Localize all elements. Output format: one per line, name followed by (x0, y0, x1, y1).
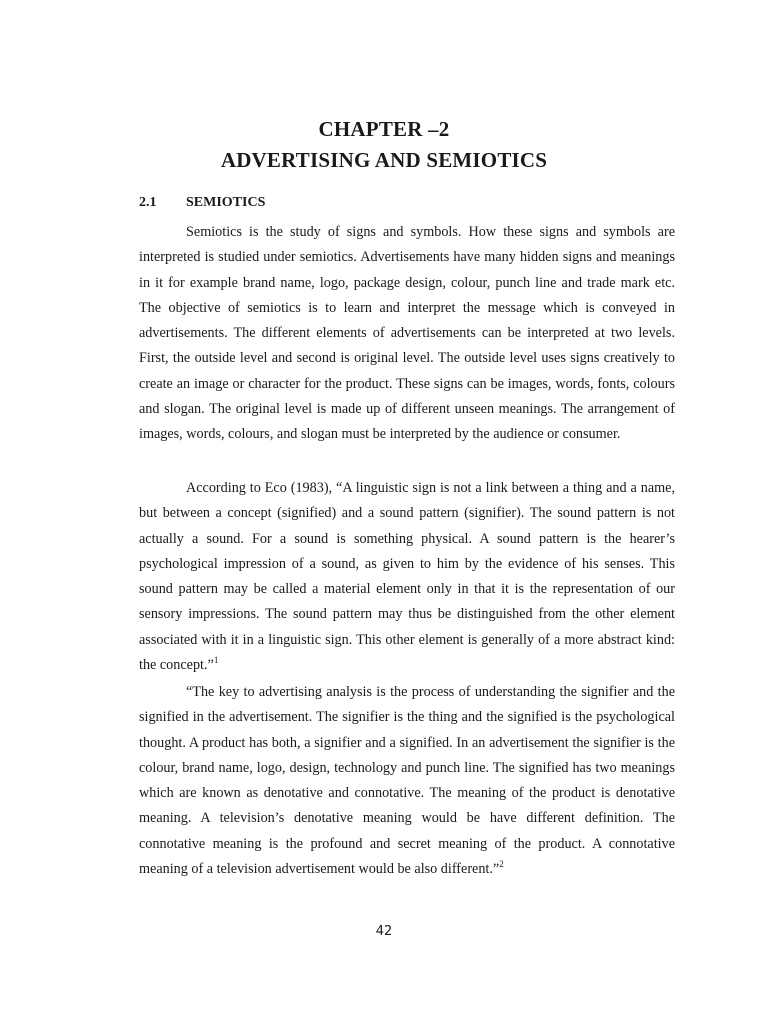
paragraph (139, 680, 675, 882)
paragraph (139, 220, 675, 448)
chapter-title: ADVERTISING AND SEMIOTICS (220, 148, 548, 172)
paragraph-text: “The key to advertising analysis is the process of understanding the signifier and the signified in the advertisement. The signifier is the thing and the signified is the psychological thought. A product has both, a signifier and a signified. In an advertisement the signifier is the colour, brand name, logo, design, technology and punch line. The signified has two meanings which are known as denotative and connotative. The meaning of the product is denotative meaning. A television’s denotative meaning would be have different definition. The connotative meaning is the profound and secret meaning of the product. A connotative meaning of a television advertisement would be also different.” (139, 684, 675, 878)
section-number: 2.1 (139, 195, 157, 210)
paragraph-text: Semiotics is the study of signs and symbols. How these signs and symbols are interpreted is studied under semiotics. Advertisements have many hidden signs and meanings in it for example brand name, logo, package design, colour, punch line and trade mark etc. The objective of semiotics is to learn and interpret the message which is conveyed in advertisements. The different elements of advertisements can be interpreted at two levels. First, the outside level and second is original level. The outside level uses signs creatively to create an image or character for the product. These signs can be images, words, fonts, colours and slogan. The original level is made up of different unseen meanings. The arrangement of images, words, colours, and slogan must be interpreted by the audience or consumer. (139, 224, 675, 443)
page-number: 42 (375, 924, 393, 939)
footnote-marker[interactable]: 2 (499, 859, 504, 870)
paragraph (139, 476, 675, 678)
section-heading (139, 195, 265, 211)
chapter-number: CHAPTER –2 (318, 117, 450, 141)
section-title: SEMIOTICS (186, 195, 266, 210)
footnote-marker[interactable]: 1 (213, 655, 219, 666)
paragraph-text: According to Eco (1983), “A linguistic sign is not a link between a thing and a name, but between a concept (signified) and a sound pattern (signifier). The sound pattern is not actually a sound. For a sound is something physical. A sound pattern is the hearer’s psychological impression of a sound, as given to him by the evidence of his senses. This sound pattern may be called a material element only in that it is the representation of our sensory impressions. The sound pattern may thus be distinguished from the other element associated with it in a linguistic sign. This other element is generally of a more abstract kind: the concept.” (139, 480, 675, 674)
